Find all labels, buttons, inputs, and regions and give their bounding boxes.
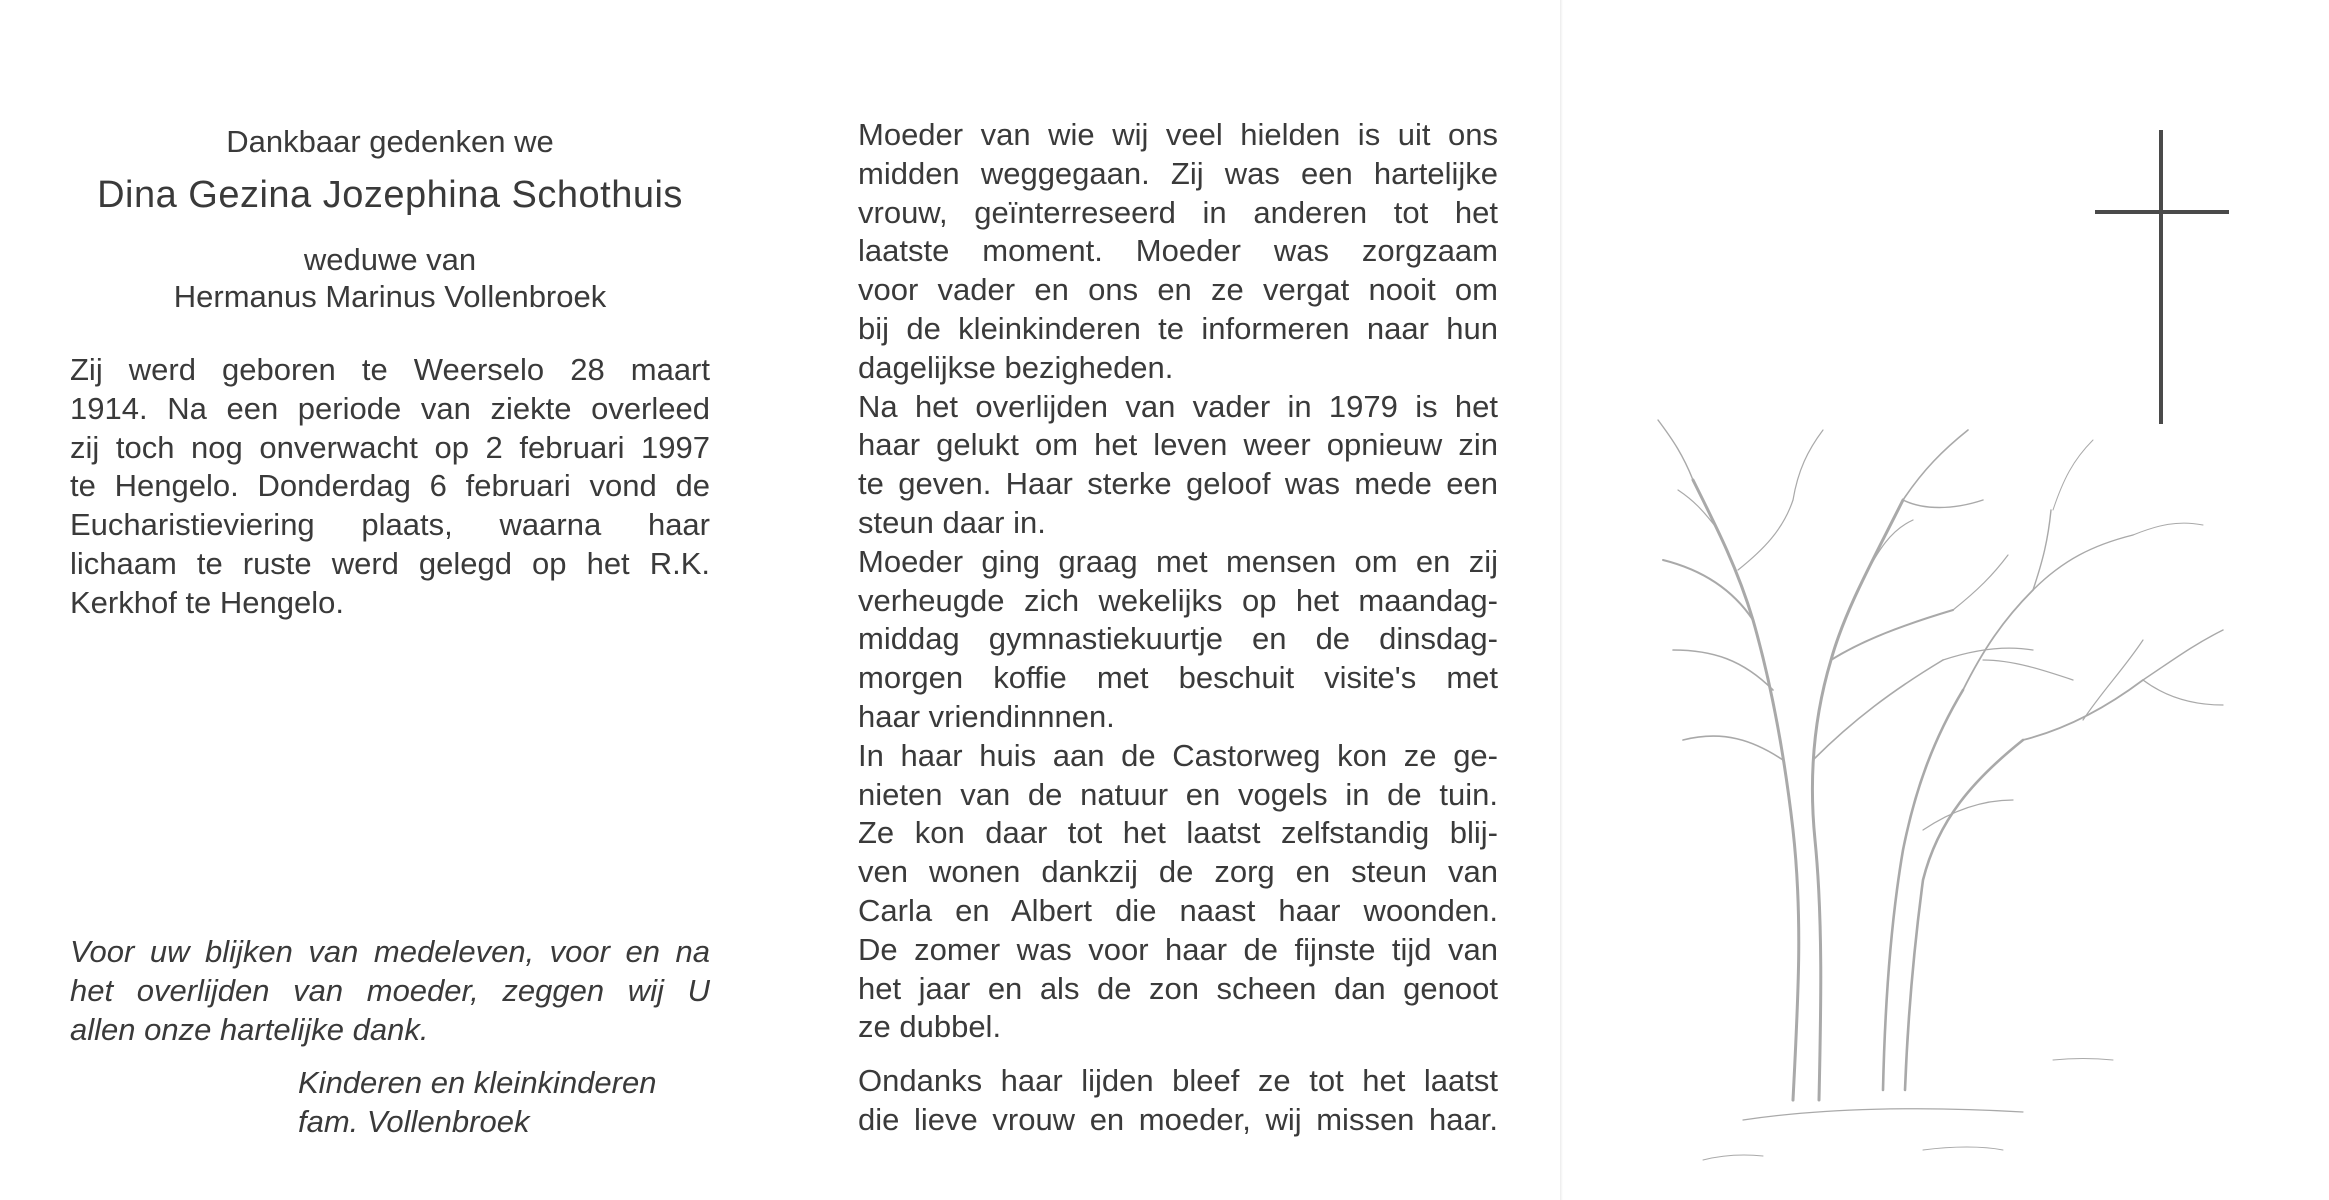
tribute-line: het jaar en als de zon scheen dan genoot: [858, 970, 1498, 1006]
tribute-line: haar gelukt om het leven weer opnieuw zin: [858, 427, 1498, 463]
thanks-paragraph: [70, 933, 710, 1049]
left-panel: [70, 0, 710, 1200]
husband-name: Hermanus Marinus Vollenbroek: [173, 279, 607, 314]
closing-line: Ondanks haar lijden bleef ze tot het laatst: [858, 1063, 1498, 1098]
bio-line: Kerkhof te Hengelo.: [70, 584, 345, 620]
tribute-line: Ze kon daar tot het laatst zelfstandig blij-: [858, 815, 1498, 851]
tree-illustration: [1623, 360, 2263, 1180]
tribute-line: steun daar in.: [858, 504, 1046, 540]
tribute-line: laatste moment. Moeder was zorgzaam: [858, 233, 1498, 269]
deceased-name: Dina Gezina Jozephina Schothuis: [97, 174, 683, 216]
tribute-line: ze dubbel.: [858, 1009, 1002, 1045]
tribute-line: bij de kleinkinderen te informeren naar hun: [858, 310, 1498, 346]
bio-line: Eucharistieviering plaats, waarna haar: [70, 507, 710, 543]
thanks-line: allen onze hartelijke dank.: [70, 1011, 429, 1047]
bio-line: lichaam te ruste werd gelegd op het R.K.: [70, 545, 710, 581]
signature-line: Kinderen en kleinkinderen: [298, 1065, 657, 1100]
tribute-line: dagelijkse bezigheden.: [858, 349, 1174, 385]
tribute-line: verheugde zich wekelijks op het maandag-: [858, 582, 1498, 618]
right-panel: [1563, 0, 2329, 1200]
tribute-line: ven wonen dankzij de zorg en steun van: [858, 854, 1498, 890]
intro-heading: Dankbaar gedenken we: [226, 124, 554, 159]
bio-line: zij toch nog onverwacht op 2 februari 1997: [70, 429, 710, 465]
tribute-line: In haar huis aan de Castorweg kon ze ge-: [858, 737, 1498, 773]
tribute-paragraph: [858, 116, 1498, 1047]
tribute-line: Moeder van wie wij veel hielden is uit ons: [858, 117, 1498, 152]
closing-paragraph: [858, 1062, 1498, 1140]
tribute-line: middag gymnastiekuurtje en de dinsdag-: [858, 621, 1498, 657]
tribute-line: voor vader en ons en ze vergat nooit om: [858, 272, 1498, 308]
bio-line: Zij werd geboren te Weerselo 28 maart: [70, 352, 710, 387]
middle-panel: [858, 0, 1498, 1200]
bio-line: 1914. Na een periode van ziekte overleed: [70, 390, 710, 426]
tribute-line: midden weggegaan. Zij was een hartelijke: [858, 155, 1498, 191]
widow-of-label: weduwe van: [303, 242, 477, 277]
tribute-line: haar vriendinnnen.: [858, 698, 1115, 734]
family-signature: [298, 1063, 718, 1141]
tribute-line: Carla en Albert die naast haar woonden.: [858, 892, 1498, 928]
thanks-line: Voor uw blijken van medeleven, voor en na: [70, 934, 710, 969]
thanks-line: het overlijden van moeder, zeggen wij U: [70, 972, 710, 1008]
closing-line: die lieve vrouw en moeder, wij missen haar.: [858, 1101, 1498, 1137]
tribute-line: Na het overlijden van vader in 1979 is het: [858, 388, 1498, 424]
biography-paragraph: [70, 351, 710, 623]
tribute-line: Moeder ging graag met mensen om en zij: [858, 543, 1498, 579]
tribute-line: morgen koffie met beschuit visite's met: [858, 660, 1498, 696]
tribute-line: vrouw, geïnterreseerd in anderen tot het: [858, 194, 1498, 230]
tribute-line: De zomer was voor haar de fijnste tijd van: [858, 931, 1498, 967]
bio-line: te Hengelo. Donderdag 6 februari vond de: [70, 468, 710, 504]
tribute-line: te geven. Haar sterke geloof was mede een: [858, 466, 1498, 502]
signature-line: fam. Vollenbroek: [298, 1104, 530, 1139]
tribute-line: nieten van de natuur en vogels in de tuin.: [858, 776, 1498, 812]
